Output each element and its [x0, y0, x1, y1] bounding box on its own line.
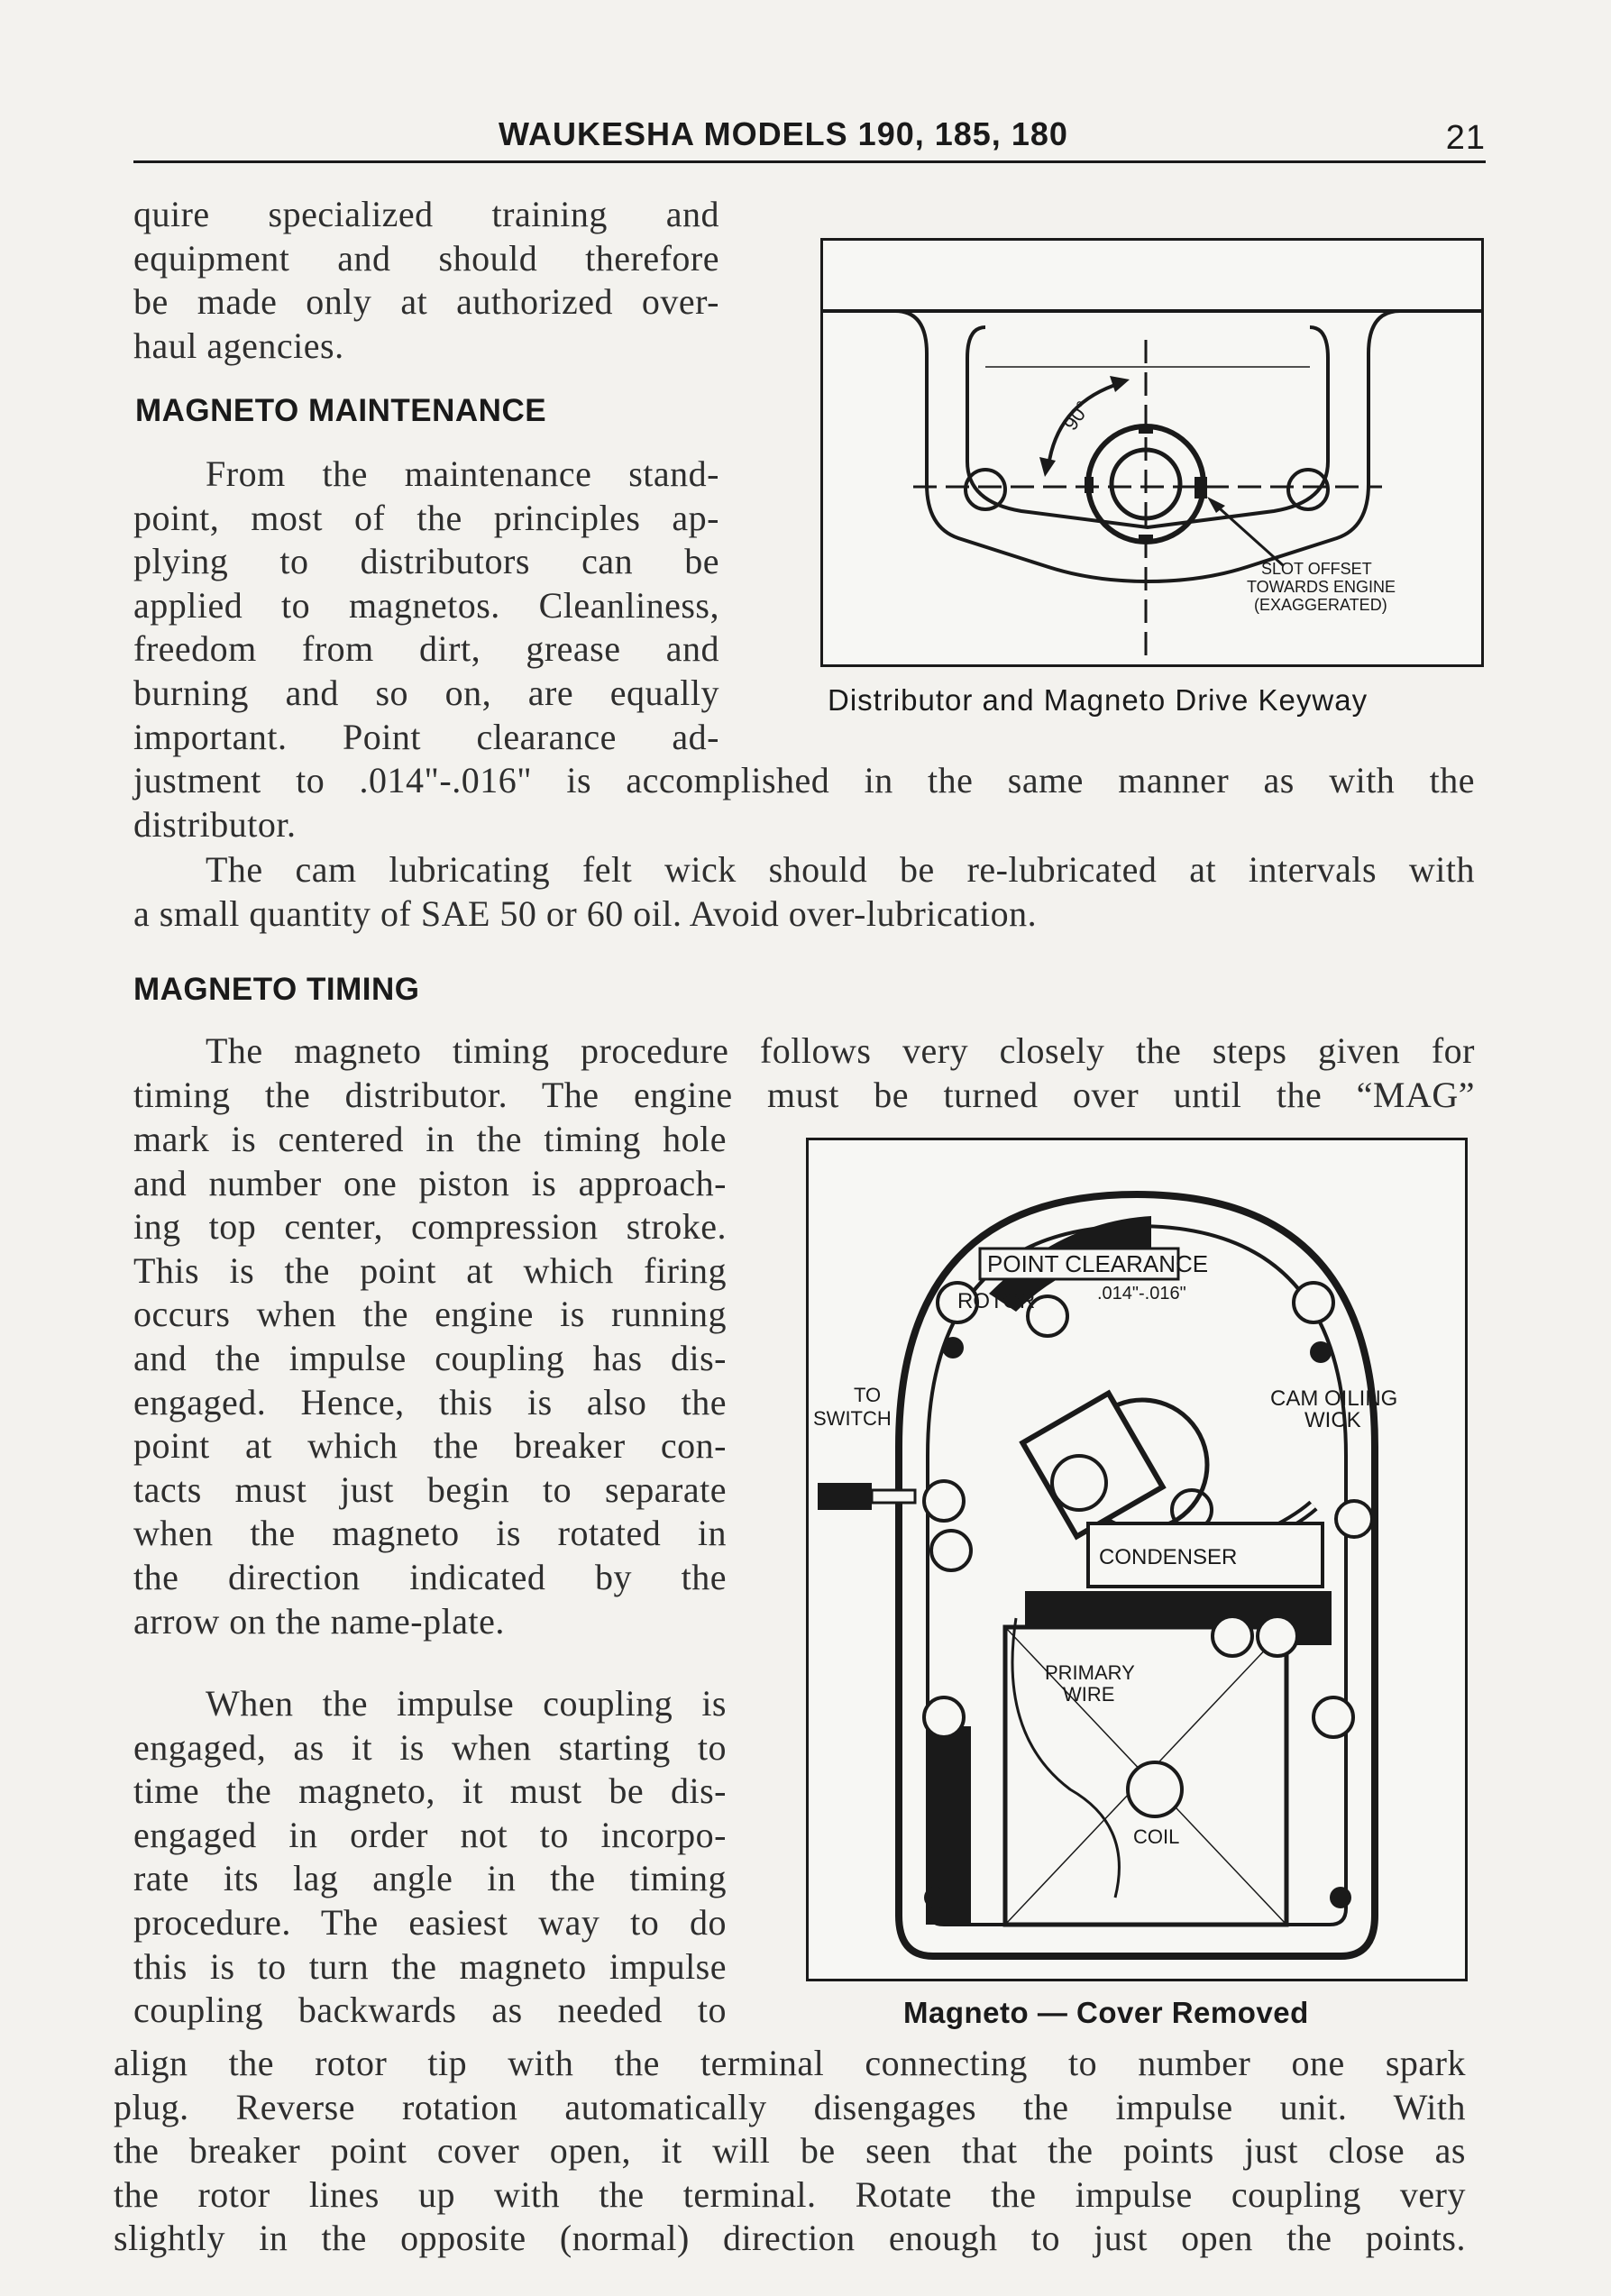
text-line: burning and so on, are equally	[133, 672, 719, 713]
keyway-caption: Distributor and Magneto Drive Keyway	[828, 683, 1368, 717]
text-line: this is to turn the magneto impulse	[133, 1945, 727, 1987]
to-label: TO	[854, 1384, 882, 1406]
text-line: coupling backwards as needed to	[133, 1990, 727, 2031]
text-line: From the maintenance stand-	[206, 453, 719, 494]
text-line: quire specialized training and	[133, 194, 719, 234]
text-line: This is the point at which firing	[133, 1249, 727, 1291]
magneto-caption: Magneto — Cover Removed	[903, 1996, 1309, 2029]
text-line: distributor.	[133, 803, 297, 845]
header-title: WAUKESHA MODELS 190, 185, 180	[499, 115, 1068, 152]
maintenance-paragraph-narrow	[133, 453, 719, 759]
lubrication-paragraph	[133, 848, 1475, 936]
clearance-value-label: .014"-.016"	[1097, 1284, 1186, 1304]
text-line: ing top center, compression stroke.	[133, 1206, 727, 1248]
section-heading-timing: MAGNETO TIMING	[133, 972, 420, 1007]
rotor-label: ROTOR	[957, 1289, 1036, 1313]
text-line: haul agencies.	[133, 325, 344, 366]
page-number: 21	[1445, 119, 1486, 157]
continuation-paragraph	[133, 193, 719, 368]
text-line: engaged. Hence, this is also the	[133, 1381, 727, 1422]
primary-label: PRIMARY	[1045, 1661, 1135, 1684]
text-line: and number one piston is approach-	[133, 1162, 727, 1203]
keyway-figure	[820, 238, 1484, 667]
text-line: procedure. The easiest way to do	[133, 1901, 727, 1943]
text-line: tacts must just begin to separate	[133, 1468, 727, 1510]
text-line: The magneto timing procedure follows very closely the steps given for	[206, 1030, 1475, 1071]
magneto-figure	[806, 1138, 1468, 1981]
impulse-paragraph-wide	[114, 2042, 1466, 2261]
text-line: When the impulse coupling is	[206, 1683, 727, 1724]
switch-label: SWITCH	[813, 1407, 892, 1430]
angle-label: 90°	[1058, 397, 1095, 435]
text-line: rate its lag angle in the timing	[133, 1858, 727, 1899]
point-clearance-label: POINT CLEARANCE	[987, 1250, 1209, 1277]
offset-label-line2: TOWARDS ENGINE	[1247, 578, 1396, 596]
text-line: plying to distributors can be	[133, 541, 719, 582]
text-line: The cam lubricating felt wick should be re-lubricated at intervals with	[206, 849, 1475, 890]
text-line: point, most of the principles ap-	[133, 497, 719, 538]
text-line: time the magneto, it must be dis-	[133, 1770, 727, 1812]
text-line: align the rotor tip with the terminal connecting to number one spark	[114, 2043, 1466, 2083]
wire-label: WIRE	[1063, 1683, 1115, 1706]
text-line: engaged, as it is when starting to	[133, 1726, 727, 1768]
text-line: and the impulse coupling has dis-	[133, 1337, 727, 1378]
cam-oiling-label: CAM OILING	[1270, 1386, 1398, 1411]
text-line: timing the distributor. The engine must be turned over until the “MAG”	[133, 1074, 1475, 1115]
text-line: mark is centered in the timing hole	[133, 1119, 727, 1159]
condenser-label: CONDENSER	[1099, 1545, 1238, 1569]
maintenance-paragraph-wide	[133, 759, 1475, 846]
offset-label-line1: SLOT OFFSET	[1261, 560, 1372, 578]
text-line: when the magneto is rotated in	[133, 1513, 727, 1554]
text-line: the rotor lines up with the terminal. Rotate the impulse coupling very	[114, 2173, 1466, 2215]
impulse-paragraph-narrow	[133, 1682, 727, 2033]
wick-label: WICK	[1304, 1408, 1361, 1432]
text-line: equipment and should therefore	[133, 237, 719, 279]
running-header	[133, 115, 1486, 155]
section-heading-maintenance: MAGNETO MAINTENANCE	[135, 393, 547, 428]
text-line: important. Point clearance ad-	[133, 716, 719, 757]
text-line: engaged in order not to incorpo-	[133, 1814, 727, 1855]
text-line: freedom from dirt, grease and	[133, 628, 719, 670]
text-line: be made only at authorized over-	[133, 281, 719, 323]
header-rule	[133, 160, 1486, 163]
text-line: arrow on the name-plate.	[133, 1600, 505, 1642]
text-line: point at which the breaker con-	[133, 1425, 727, 1467]
text-line: the breaker point cover open, it will be seen that the points just close as	[114, 2130, 1466, 2172]
text-line: occurs when the engine is running	[133, 1294, 727, 1335]
text-line: plug. Reverse rotation automatically disengages the impulse unit. With	[114, 2086, 1466, 2127]
timing-paragraph-wide	[133, 1029, 1475, 1117]
text-line: applied to magnetos. Cleanliness,	[133, 584, 719, 626]
keyway-drawing	[823, 241, 1481, 664]
coil-label: COIL	[1133, 1825, 1180, 1848]
text-line: slightly in the opposite (normal) direction enough to just open the points.	[114, 2218, 1466, 2259]
offset-label-line3: (EXAGGERATED)	[1254, 596, 1387, 614]
text-line: justment to .014"-.016" is accomplished in the same manner as with the	[133, 760, 1475, 800]
timing-paragraph-narrow	[133, 1118, 727, 1643]
text-line: a small quantity of SAE 50 or 60 oil. Avoid over-lubrication.	[133, 892, 1038, 934]
magneto-drawing	[809, 1140, 1465, 1979]
text-line: the direction indicated by the	[133, 1556, 727, 1597]
